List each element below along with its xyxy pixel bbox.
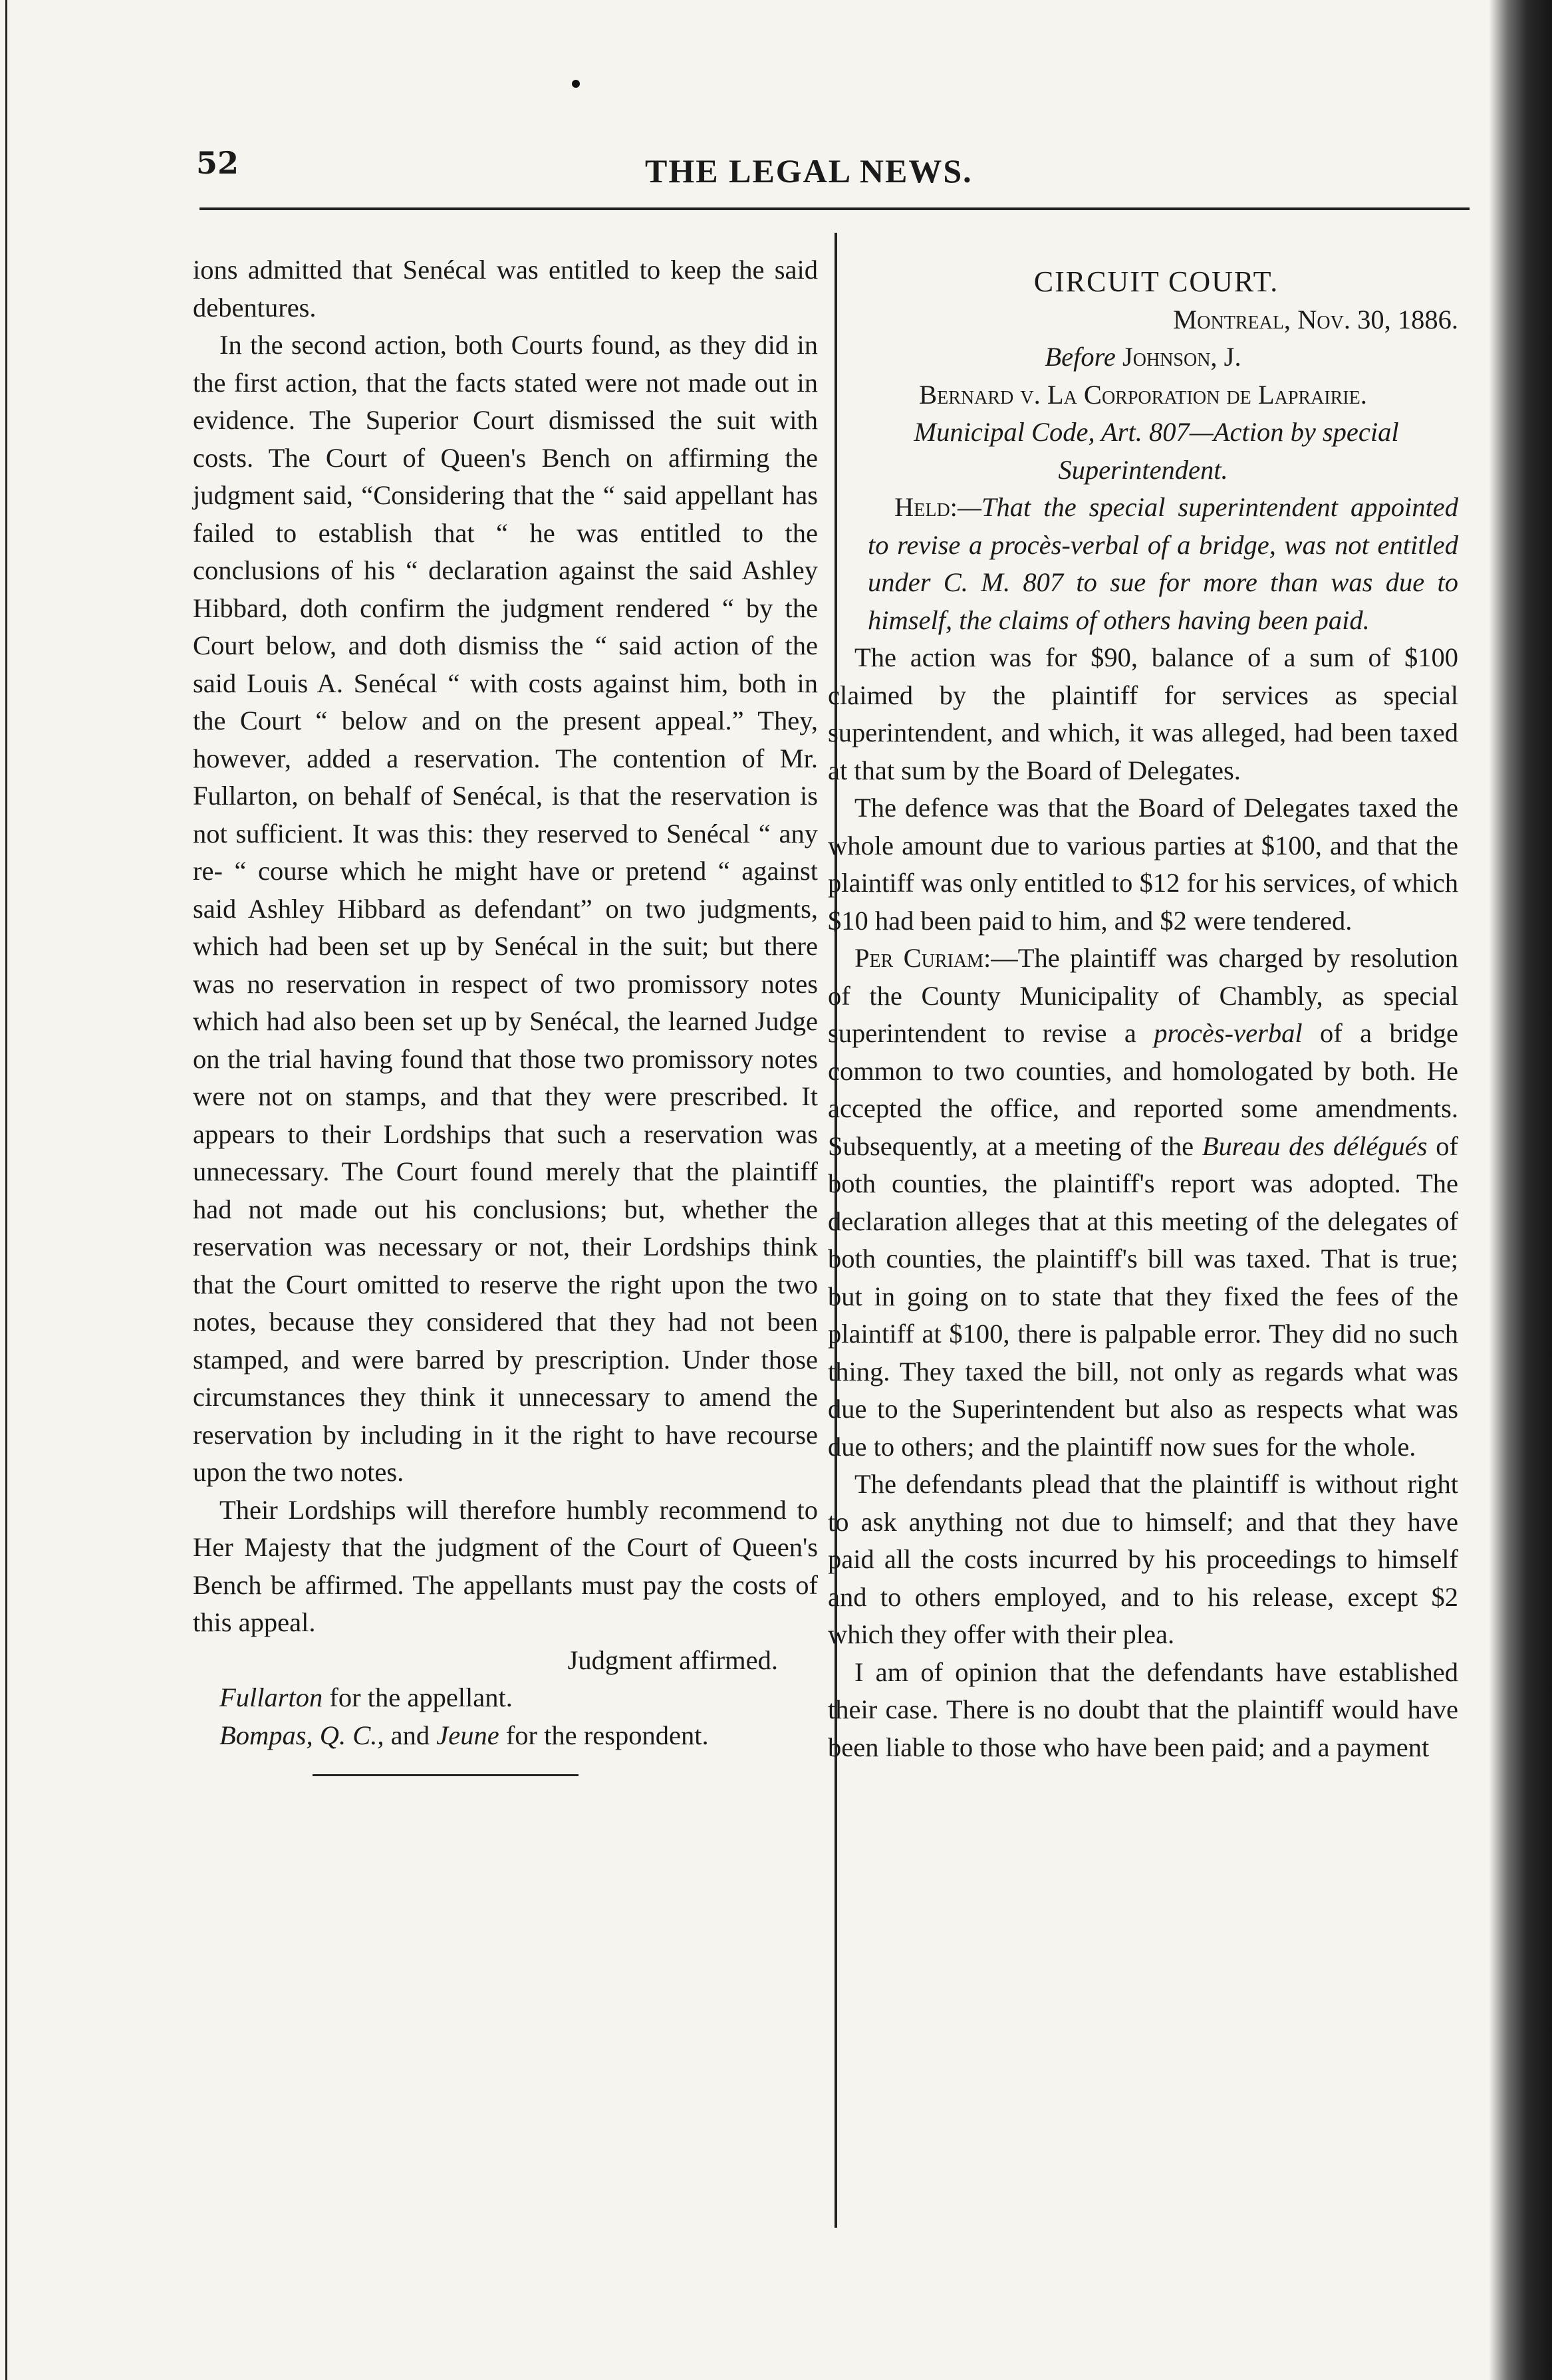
counsel-appellant [193,1679,818,1717]
right-column [828,251,1458,1766]
place-date: Montreal, Nov. 30, 1886. [1173,304,1458,334]
court-heading: CIRCUIT COURT. [1033,265,1279,298]
left-paragraph-2: In the second action, both Courts found, as they did in the first action, that the facts stated were not made out in evidence. The Superior Court dismissed the suit with costs. The Court of Queen's Bench on affirming the judgment said, “Considering that the “ said appellant has failed to establish that “ he was entitled to the conclusions of his “ declaration against the said Ashley Hibbard, doth confirm the judgment rendered “ by the Court below, and doth dismiss the “ said action of the said Louis A. Senécal “ with costs against him, both in the Court “ below and on the present appeal.” They, however, added a reservation. The contention of Mr. Fullarton, on behalf of Senécal, is that the reservation is not sufficient. It was this: they reserved to Senécal “ any re- “ course which he might have or pretend “ against said Ashley Hibbard as defendant” on two judgments, which had been set up by Senécal in the suit; but there was no reservation in respect of two promissory notes which had also been set up by Senécal, the learned Judge on the trial having found that those two promissory notes were not on stamps, and that they were prescribed. It appears to their Lordships that such a reservation was unnecessary. The Court found merely that the plaintiff had not made out his conclusions; but, whether the reservation was necessary or not, their Lordships think that the Court omitted to reserve the right upon the two notes, because they considered that they had not been stamped, and were barred by prescription. Under those circumstances they think it unnecessary to amend the reservation by including in it the right to have recourse upon the two notes. [193,330,818,1487]
counsel-appellant-text: for the appellant. [323,1682,513,1712]
right-paragraph-3-italic-2: Bureau des délégués [1202,1130,1428,1161]
page-left-border [5,0,7,2380]
held-label: Held: [894,492,958,522]
right-paragraph-3-c: of both counties, the plaintiff's report was adopted. The declaration alleges that at this meeting of the delegates of both counties, the plaintiff's bill was taxed. That is true; but in going on to state that they fixed the fees of the plaintiff at $100, there is palpable error. They did no such thing. They taxed the bill, not only as regards what was due to the Superintendent but also as respects what was due to others; and the plaintiff now sues for the whole. [828,1130,1458,1462]
right-paragraph-4: The defendants plead that the plaintiff is without right to ask anything not due to himself; and that they have paid all the costs incurred by his proceedings to himself and to others employed, and to his release, except $2 which they offer with their plea. [828,1469,1458,1649]
running-head: THE LEGAL NEWS. [645,152,973,190]
counsel-respondent-and: and [384,1720,437,1750]
left-paragraph-1: ions admitted that Senécal was entitled to keep the said debentures. [193,255,818,323]
held-text: —That the special superintendent appointed to revise a procès-verbal of a bridge, was not entitled under C. M. 807 to sue for more than was due to himself, the claims of others having been paid. [868,492,1458,635]
right-paragraph-1: The action was for $90, balance of a sum of $100 claimed by the plaintiff for services as special superintendent, and which, it was alleged, had been taxed at that sum by the Board of Delegates. [828,642,1458,785]
page-right-edge-shadow [1489,0,1552,2380]
right-paragraph-5: I am of opinion that the defendants have established their case. There is no doubt that the plaintiff would have been liable to those who have been paid; and a payment [828,1656,1458,1762]
left-paragraph-3: Their Lordships will therefore humbly recommend to Her Majesty that the judgment of the Court of Queen's Bench be affirmed. The appellants must pay the costs of this appeal. [193,1494,818,1637]
right-paragraph-3-italic-1: procès-verbal [1154,1018,1303,1048]
ink-dot [572,80,580,88]
left-column [193,251,818,1776]
counsel-respondent-name-1: Bompas, Q. C., [219,1720,384,1750]
counsel-respondent [193,1717,818,1755]
held-summary [828,489,1458,639]
counsel-appellant-name: Fullarton [219,1682,323,1712]
right-paragraph-3-a: —The plaintiff was charged by resolution of the County Municipality of Chambly, as special superintendent to revise a [828,943,1458,1048]
section-end-rule [313,1774,579,1776]
case-title: Bernard v. La Corporation de Laprairie. [919,379,1367,410]
right-paragraph-3 [828,940,1458,1466]
counsel-respondent-text: for the respondent. [499,1720,709,1750]
counsel-respondent-name-2: Jeune [436,1720,499,1750]
judgment-line: Judgment affirmed. [567,1645,778,1675]
page-number: 52 [196,145,239,181]
before-line [828,338,1458,376]
right-paragraph-3-b: of a bridge common to two counties, and homologated by both. He accepted the office, and reported some amendments. Subsequently, at a meeting of the [828,1018,1458,1161]
before-judge: Johnson, J. [1115,342,1241,372]
right-paragraph-2: The defence was that the Board of Delegates taxed the whole amount due to various parties at $100, and that the plaintiff was only entitled to $12 for his services, of which $10 had been paid to him, and $2 were tendered. [828,793,1458,936]
per-curiam-label: Per Curiam: [854,943,991,973]
before-label: Before [1045,342,1116,372]
header-rule [199,207,1470,210]
case-topic: Municipal Code, Art. 807—Action by special Superintendent. [914,417,1399,485]
